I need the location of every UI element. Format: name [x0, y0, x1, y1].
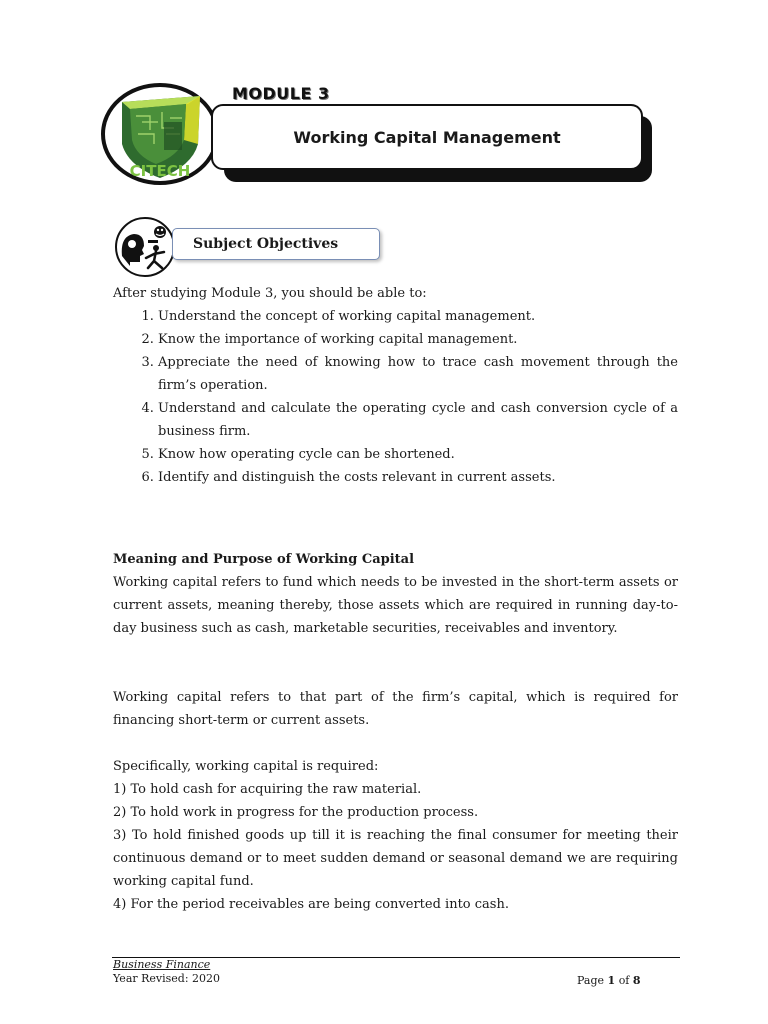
page-current: 1 — [607, 974, 616, 987]
requirement-item: 3) To hold finished goods up till it is reaching the final consumer for meeting their continuous demand or to meet sudden demand or seasonal demand we are requiring working capital fund. — [113, 828, 678, 889]
section-heading: Meaning and Purpose of Working Capital — [113, 552, 415, 567]
module-title: Working Capital Management — [211, 104, 643, 170]
paragraph: Specifically, working capital is required: — [113, 759, 379, 774]
page-total: 8 — [632, 974, 641, 987]
objective-item: 3. Appreciate the need of knowing how to trace cash movement through the firm’s operation. — [158, 351, 678, 397]
objective-item: 6. Identify and distinguish the costs relevant in current assets. — [158, 466, 678, 489]
footer-course: Business Finance — [113, 958, 211, 971]
subject-objectives-badge: Subject Objectives — [172, 228, 380, 260]
objectives-icon — [112, 216, 178, 278]
requirements-list — [113, 778, 678, 916]
objective-item: 2. Know the importance of working capital management. — [158, 328, 678, 351]
page-prefix: Page — [577, 974, 605, 987]
citech-logo — [100, 82, 220, 186]
paragraph: Working capital refers to fund which needs to be invested in the short-term assets or current assets, meaning thereby, those assets which are required in running day-to-day business such as cash, marketable securities, receivables and inventory. — [113, 575, 678, 636]
page-of: of — [618, 974, 630, 987]
logo-wordmark: CITECH — [129, 162, 191, 180]
footer-year: Year Revised: 2020 — [113, 972, 221, 985]
objective-item: 5. Know how operating cycle can be shortened. — [158, 443, 678, 466]
requirement-item: 1) To hold cash for acquiring the raw material. — [113, 782, 422, 797]
objective-item: 4. Understand and calculate the operating cycle and cash conversion cycle of a business firm. — [158, 397, 678, 443]
objectives-intro: After studying Module 3, you should be able to: — [113, 286, 427, 301]
paragraph: Working capital refers to that part of the firm’s capital, which is required for financing short-term or current assets. — [113, 690, 678, 728]
page-number — [577, 974, 641, 987]
requirement-item: 4) For the period receivables are being converted into cash. — [113, 897, 509, 912]
requirement-item: 2) To hold work in progress for the production process. — [113, 805, 479, 820]
objectives-list — [113, 305, 678, 489]
objective-item: 1. Understand the concept of working capital management. — [158, 305, 678, 328]
module-label: MODULE 3 — [232, 84, 330, 103]
